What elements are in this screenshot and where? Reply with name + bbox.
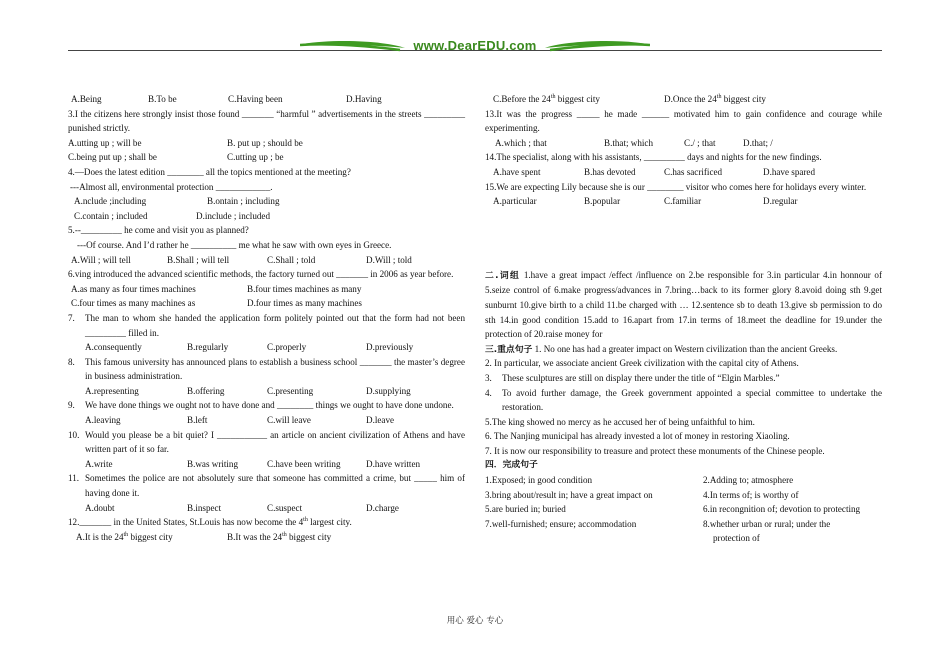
key-sentence-6: 6. The Nanjing municipal has already invested a lot of money in restoring Xiaoling. bbox=[485, 431, 790, 442]
site-logo bbox=[300, 36, 650, 58]
answer-1: 1.Exposed; in good condition bbox=[485, 475, 593, 486]
q13-option-b: B.that; which bbox=[604, 137, 653, 148]
q2-option-c: C.Having been bbox=[228, 94, 283, 104]
site-name: www.DearEDU.com bbox=[413, 38, 537, 53]
right-column bbox=[485, 92, 882, 546]
q8-option-a: A.representing bbox=[85, 385, 139, 396]
key-sentence-2: 2. In particular, we associate ancient Greek civilization with the capital city of Athens. bbox=[485, 358, 799, 369]
q15-options bbox=[485, 194, 882, 209]
answer-8-continued: protection of bbox=[713, 533, 760, 544]
q5-option-c: C.Shall ; told bbox=[267, 254, 316, 265]
q6-option-b: B.four times machines as many bbox=[247, 283, 362, 294]
q7-number: 7. bbox=[68, 312, 75, 323]
answer-4: 4.In terms of; is worthy of bbox=[703, 489, 799, 500]
section-phrases-heading: 二.词组 bbox=[485, 270, 521, 281]
q4-question: 4.—Does the latest edition ________ all the topics mentioned at the meeting? bbox=[68, 166, 351, 177]
q3-option-b: B. put up ; should be bbox=[227, 137, 303, 148]
q3-option-d: C.utting up ; be bbox=[227, 152, 284, 163]
q2-option-a: A.Being bbox=[71, 94, 102, 104]
answer-3: 3.bring about/result in; have a great impact on bbox=[485, 489, 653, 500]
q5-option-d: D.Will ; told bbox=[366, 254, 412, 265]
q14-option-b: B.has devoted bbox=[584, 166, 636, 177]
q6-option-c: C.four times as many machines as bbox=[71, 298, 196, 309]
q12-sup: th bbox=[303, 517, 308, 524]
q4-reply: ---Almost all, environmental protection ____________. bbox=[70, 181, 273, 192]
q8-options bbox=[68, 384, 465, 399]
q14-question: 14.The specialist, along with his assistants, _________ days and nights for the new findings. bbox=[485, 152, 822, 163]
q11-options bbox=[68, 501, 465, 516]
q2-option-b: B.To be bbox=[148, 94, 177, 104]
q3-option-c: C.being put up ; shall be bbox=[68, 152, 157, 163]
q14-option-c: C.has sacrificed bbox=[664, 166, 723, 177]
q15-option-d: D.regular bbox=[763, 196, 798, 207]
q13-options bbox=[485, 136, 882, 151]
answer-row-4 bbox=[485, 517, 882, 532]
section-key-sentences bbox=[485, 342, 882, 357]
q8-number: 8. bbox=[68, 356, 75, 367]
key-sentence-3-text: These sculptures are still on display there under the title of “Elgin Marbles.” bbox=[502, 372, 780, 383]
q13-question: 13.It was the progress _____ he made ______ motivated him to gain confidence and courage while experimenting. bbox=[485, 108, 882, 134]
q8-option-d: D.supplying bbox=[366, 385, 411, 396]
q5-question: 5.--_________ he come and visit you as planned? bbox=[68, 225, 249, 236]
q12-options-left bbox=[68, 530, 465, 545]
answer-7: 7.well-furnished; ensure; accommodation bbox=[485, 518, 637, 529]
q7-option-a: A.consequently bbox=[85, 342, 142, 353]
q4-options-row2 bbox=[68, 209, 465, 224]
q4-option-a: A.nclude ;including bbox=[74, 196, 147, 207]
q10-number: 10. bbox=[68, 429, 80, 440]
q6-option-a: A.as many as four times machines bbox=[71, 283, 196, 294]
q3-options-row1 bbox=[68, 136, 465, 151]
q6-option-d: D.four times as many machines bbox=[247, 298, 362, 309]
section-complete-sentences-heading: 四．完成句子 bbox=[485, 460, 538, 471]
q11-question bbox=[68, 471, 465, 500]
q11-text: Sometimes the police are not absolutely sure that someone has committed a crime, but _____ him of having done it. bbox=[85, 473, 465, 499]
key-sentence-4 bbox=[485, 386, 882, 415]
q6-options-row1 bbox=[68, 282, 465, 297]
key-sentence-3-number: 3. bbox=[485, 372, 492, 383]
q2-options bbox=[68, 92, 465, 107]
section-phrases-text: 1.have a great impact /effect /influence on 2.be responsible for 3.in particular 4.in honnour of 5.seize control of 6.make progress/advances in 7.bring…back to its former glory 8.avoid doing sth 9.get sunburnt 10.give birth to a child 11.be charged with … 12.sentence sb to death 13.give sb permission to do sth 14.in good condition 15.add to 16.apart from 17.in terms of 18.meet the deadline for 19.under the protection of 20.raise money for bbox=[485, 269, 883, 340]
answer-2: 2.Adding to; atmosphere bbox=[703, 475, 794, 486]
q7-options bbox=[68, 340, 465, 355]
q9-option-a: A.leaving bbox=[85, 415, 121, 426]
answer-8: 8.whether urban or rural; under the bbox=[703, 518, 831, 529]
q10-option-d: D.have written bbox=[366, 458, 421, 469]
q10-question bbox=[68, 428, 465, 457]
q9-number: 9. bbox=[68, 400, 75, 411]
q9-option-b: B.left bbox=[187, 415, 208, 426]
q14-option-d: D.have spared bbox=[763, 166, 816, 177]
q2-option-d: D.Having bbox=[346, 94, 382, 104]
q10-text: Would you please be a bit quiet? I ___________ an article on ancient civilization of Athens and have written part of it so far. bbox=[85, 429, 465, 455]
q12-option-b: B.It was the 24th biggest city bbox=[227, 531, 332, 542]
q9-question bbox=[68, 398, 465, 413]
q10-option-b: B.was writing bbox=[187, 458, 239, 469]
q9-option-c: C.will leave bbox=[267, 415, 311, 426]
q12-options-right bbox=[485, 92, 882, 107]
q8-option-b: B.offering bbox=[187, 385, 225, 396]
q7-option-c: C.properly bbox=[267, 342, 307, 353]
key-sentence-3 bbox=[485, 371, 882, 386]
q8-question bbox=[68, 355, 465, 384]
q4-option-c: C.contain ; included bbox=[74, 210, 148, 221]
answer-row-2 bbox=[485, 488, 882, 503]
key-sentence-4-text: To avoid further damage, the Greek government appointed a special committee to undertake the restoration. bbox=[502, 387, 882, 413]
answer-5: 5.are buried in; buried bbox=[485, 504, 566, 515]
q7-option-d: D.previously bbox=[366, 342, 414, 353]
q15-question: 15.We are expecting Lily because she is our ________ visitor who comes here for holidays every winter. bbox=[485, 181, 867, 192]
q10-option-a: A.write bbox=[85, 458, 113, 469]
q10-option-c: C.have been writing bbox=[267, 458, 341, 469]
q13-option-c: C./ ; that bbox=[684, 137, 716, 148]
q7-option-b: B.regularly bbox=[187, 342, 229, 353]
q14-option-a: A.have spent bbox=[493, 166, 541, 177]
q13-option-d: D.that; / bbox=[743, 137, 773, 148]
q8-option-c: C.presenting bbox=[267, 385, 314, 396]
q9-option-d: D.leave bbox=[366, 415, 395, 426]
q4-options-row1 bbox=[68, 194, 465, 209]
key-sentence-4-number: 4. bbox=[485, 387, 492, 398]
page-footer: 用心 爱心 专心 bbox=[446, 616, 504, 626]
q11-number: 11. bbox=[68, 473, 80, 484]
key-sentence-7: 7. It is now our responsibility to treasure and protect these monuments of the Chinese people. bbox=[485, 445, 825, 456]
spacer bbox=[485, 209, 882, 268]
q9-options bbox=[68, 413, 465, 428]
answer-row-5 bbox=[485, 531, 882, 546]
q15-option-b: B.popular bbox=[584, 196, 621, 207]
q3-question: 3.I the citizens here strongly insist those found _______ “harmful ” advertisements in the streets _________ punished strictly. bbox=[68, 108, 465, 134]
q11-option-d: D.charge bbox=[366, 502, 399, 513]
q11-option-b: B.inspect bbox=[187, 502, 222, 513]
q5-option-a: A.Will ; will tell bbox=[71, 254, 131, 265]
q11-option-c: C.suspect bbox=[267, 502, 303, 513]
q14-options bbox=[485, 165, 882, 180]
q4-option-b: B.ontain ; including bbox=[207, 196, 280, 207]
q6-question: 6.ving introduced the advanced scientific methods, the factory turned out _______ in 2006 as year before. bbox=[68, 269, 454, 280]
key-sentence-1: 1. No one has had a greater impact on Western civilization than the ancient Greeks. bbox=[532, 343, 838, 354]
q9-text: We have done things we ought not to have done and ________ things we ought to have done undone. bbox=[85, 400, 454, 411]
q12-option-c: C.Before the 24th biggest city bbox=[493, 93, 600, 104]
q11-option-a: A.doubt bbox=[85, 502, 115, 513]
q4-option-d: D.include ; included bbox=[196, 210, 270, 221]
q15-option-c: C.familiar bbox=[664, 196, 702, 207]
section-key-sentences-heading: 三.重点句子 bbox=[485, 344, 533, 355]
q5-options bbox=[68, 253, 465, 268]
q3-options-row2 bbox=[68, 150, 465, 165]
q7-text: The man to whom she handed the application form politely pointed out that the form had not been _________ filled in. bbox=[85, 312, 465, 338]
q8-text: This famous university has announced plans to establish a business school _______ the master’s degree in business administration. bbox=[85, 356, 465, 382]
q12-question bbox=[68, 515, 465, 530]
q5-option-b: B.Shall ; will tell bbox=[167, 254, 230, 265]
q13-option-a: A.which ; that bbox=[495, 137, 547, 148]
q3-option-a: A.utting up ; will be bbox=[68, 137, 142, 148]
q12-option-d: D.Once the 24th biggest city bbox=[664, 93, 766, 104]
section-phrases bbox=[485, 268, 882, 342]
q12-text-pre: 12._______ in the United States, St.Louis has now become the 4 bbox=[68, 517, 304, 528]
answer-row-1 bbox=[485, 473, 882, 488]
left-column bbox=[68, 92, 465, 544]
q6-options-row2 bbox=[68, 296, 465, 311]
q12-option-a: A.It is the 24th biggest city bbox=[76, 531, 173, 542]
q15-option-a: A.particular bbox=[493, 196, 537, 207]
key-sentence-5: 5.The king showed no mercy as he accused her of being unfaithful to him. bbox=[485, 416, 755, 427]
q5-reply: ---Of course. And I’d rather he __________ me what he saw with own eyes in Greece. bbox=[77, 239, 392, 250]
q7-question bbox=[68, 311, 465, 340]
answer-row-3 bbox=[485, 502, 882, 517]
q10-options bbox=[68, 457, 465, 472]
answer-6: 6.in recongnition of; devotion to protecting bbox=[703, 504, 861, 515]
q12-text-post: largest city. bbox=[307, 517, 352, 528]
